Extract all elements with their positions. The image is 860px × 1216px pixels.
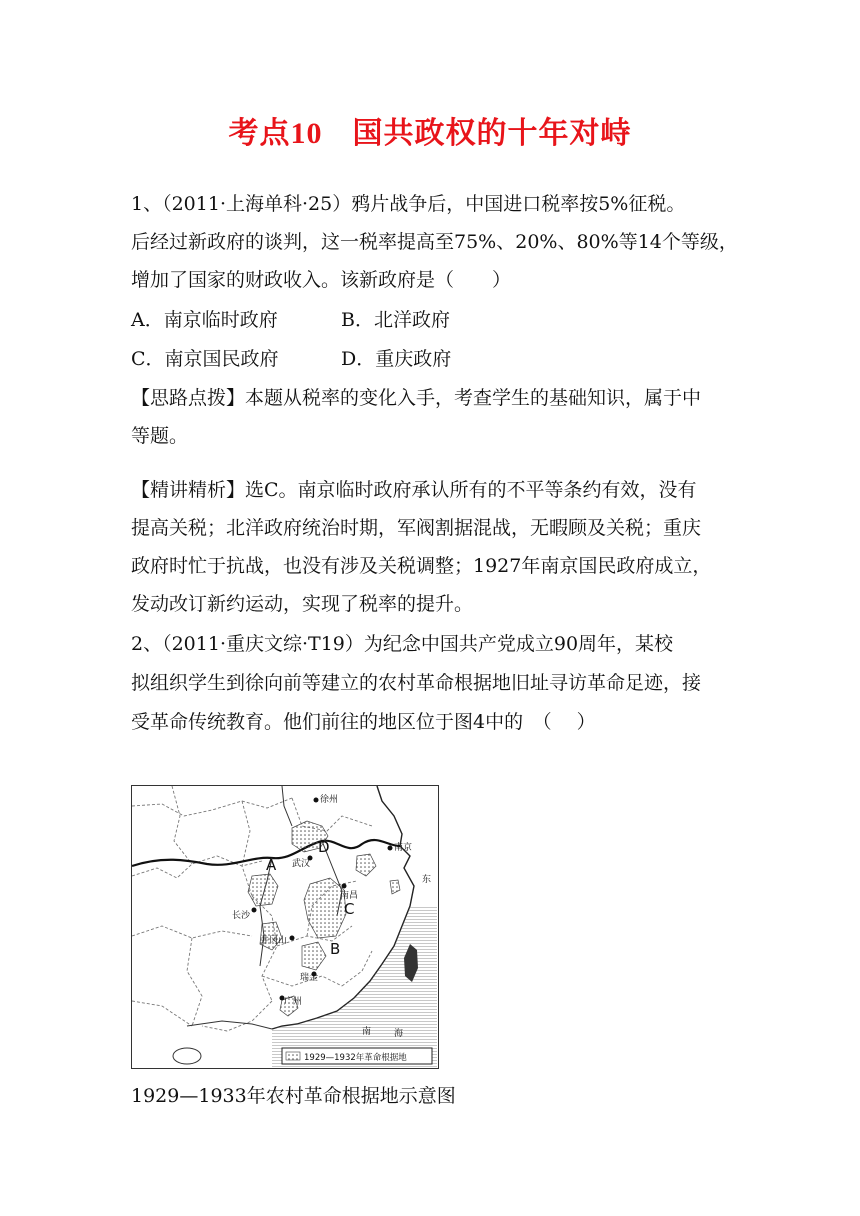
map-figure (132, 786, 437, 1067)
map-label-nan: 南 (362, 1027, 372, 1037)
q1-option-b: B．北洋政府 (341, 309, 450, 331)
map-legend-text: 1929—1932年革命根据地 (304, 1053, 407, 1063)
map-label-dong: 东 (422, 875, 432, 885)
map-label-nanjing: 南京 (394, 843, 413, 853)
title-text: 国共政权的十年对峙 (352, 116, 632, 151)
q1-analysis-line-2: 提高关税；北洋政府统治时期，军阀割据混战，无暇顾及关税；重庆 (131, 517, 702, 539)
q1-hint-line-1: 【思路点拨】本题从税率的变化入手，考查学生的基础知识，属于中 (131, 387, 702, 409)
map-caption: 1929—1933年农村革命根据地示意图 (131, 1085, 456, 1107)
q1-option-d: D．重庆政府 (341, 348, 452, 370)
q1-option-a: A．南京临时政府 (131, 309, 278, 331)
map-label-c: C (344, 900, 355, 918)
q1-line-1: 1、（2011·上海单科·25）鸦片战争后，中国进口税率按5%征税。 (131, 193, 686, 215)
map-label-wuhan: 武汉 (292, 859, 311, 869)
page-title (0, 108, 860, 152)
map-label-d: D (318, 838, 330, 856)
map-label-changsha: 长沙 (232, 911, 251, 921)
q1-analysis-line-4: 发动改订新约运动，实现了税率的提升。 (131, 593, 474, 615)
map-label-a: A (266, 856, 277, 874)
sea-area (272, 906, 437, 1067)
q1-line-2: 后经过新政府的谈判，这一税率提高至75%、20%、80%等14个等级， (131, 231, 738, 253)
map-label-guangzhou: 广州 (284, 997, 303, 1007)
map-legend-swatch (286, 1052, 300, 1060)
map-label-hai: 海 (394, 1029, 404, 1039)
base-area-map (131, 785, 439, 1069)
title-number: 考点10 (228, 117, 323, 150)
q1-analysis-line-3: 政府时忙于抗战，也没有涉及关税调整；1927年南京国民政府成立， (131, 555, 712, 577)
map-label-nanchang: 南昌 (340, 891, 359, 901)
q2-line-3: 受革命传统教育。他们前往的地区位于图4中的 （ ） (131, 711, 596, 733)
q2-line-1: 2、（2011·重庆文综·T19）为纪念中国共产党成立90周年，某校 (131, 633, 674, 655)
hainan-island (173, 1048, 201, 1064)
map-label-b: B (330, 940, 341, 958)
q2-line-2: 拟组织学生到徐向前等建立的农村革命根据地旧址寻访革命足迹，接 (131, 672, 702, 694)
q1-option-c: C．南京国民政府 (131, 348, 279, 370)
q1-hint-line-2: 等题。 (131, 425, 189, 447)
q1-line-3: 增加了国家的财政收入。该新政府是（ ） (131, 269, 512, 291)
map-label-ruijin: 瑞金 (300, 973, 319, 983)
map-label-jinggangshan: 井冈山 (260, 936, 288, 946)
map-label-xuzhou: 徐州 (320, 795, 339, 805)
q1-analysis-line-1: 【精讲精析】选C。南京临时政府承认所有的不平等条约有效，没有 (131, 479, 697, 501)
